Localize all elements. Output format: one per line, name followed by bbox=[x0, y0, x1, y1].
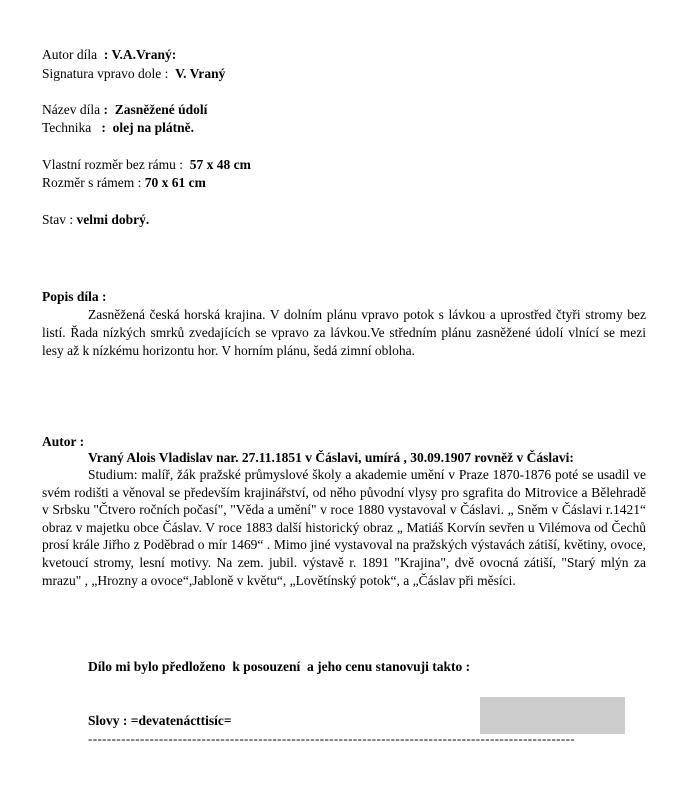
framed-size-label: Rozměr s rámem : bbox=[42, 175, 142, 190]
size-value: 57 x 48 cm bbox=[189, 157, 251, 172]
framed-size-value: 70 x 61 cm bbox=[144, 175, 206, 190]
description-text: Zasněžená česká horská krajina. V dolním plánu vpravo potok s lávkou a uprostřed čtyři stromy bez listí. Řada nízkých smrků zvedajících se vpravo za lávkou.Ve středním plánu zasněžené údolí vlnící se mezi lesy až k nízkému horizontu hor. V horním plánu, šedá zimní obloha. bbox=[42, 307, 646, 358]
valuation-statement: Dílo mi bylo předloženo k posouzení a jeho cenu stanovuji takto : bbox=[88, 659, 471, 674]
technique-value: : olej na plátně. bbox=[101, 120, 195, 135]
technique-label: Technika bbox=[42, 120, 92, 135]
condition-label: Stav : bbox=[42, 212, 74, 227]
description-heading: Popis díla : bbox=[42, 289, 107, 304]
title-row bbox=[42, 101, 207, 119]
author-heading: Autor : bbox=[42, 434, 85, 449]
title-value: : Zasněžené údolí bbox=[103, 102, 208, 117]
framed-size-row bbox=[42, 174, 206, 192]
condition-value: velmi dobrý. bbox=[76, 212, 150, 227]
signature-label: Signatura vpravo dole : bbox=[42, 66, 169, 81]
size-label: Vlastní rozměr bez rámu : bbox=[42, 157, 183, 172]
title-label: Název díla bbox=[42, 102, 101, 117]
dashed-line: ------------------------------------------------------------------------------------------------------- bbox=[88, 731, 576, 746]
price-box bbox=[480, 697, 625, 734]
signature-row bbox=[42, 65, 225, 83]
author-label: Autor díla bbox=[42, 47, 98, 62]
author-row bbox=[42, 46, 176, 64]
author-bio: Studium: malíř, žák pražské průmyslové školy a akademie umění v Praze 1870-1876 poté se usadil ve svém rodišti a věnoval se především krajinářství, od něho původní vlysy pro sgrafita do Mitrovice a Bělehradě v Srbsku "Čtvero ročních počasí", "Věda a umění" v roce 1880 vystavoval v Čáslavi. „ Sněm v Čáslavi r.1421“ obraz v majetku obce Čáslav. V roce 1883 další historický obraz „ Matiáš Korvín sevřen u Vilémova od Čechů prosí krále Jiřho z Poděbrad o mír 1469“ . Mimo jiné vystavoval na pražských výstavách zátiší, květiny, ovoce, kvetoucí stromy, lesní motivy. Na zem. jubil. výstavě r. 1891 "Krajina", dvě ovocná zátiší, "Starý mlýn za mrazu" , „Hrozny a ovoce“,Jabloně v květu“, „Lovětínský potok“, a „Čáslav při měsíci. bbox=[42, 467, 646, 588]
technique-row bbox=[42, 119, 194, 137]
author-value: : V.A.Vraný: bbox=[103, 47, 177, 62]
author-name-line: Vraný Alois Vladislav nar. 27.11.1851 v Čáslavi, umírá , 30.09.1907 rovněž v Čáslavi: bbox=[88, 450, 574, 465]
signature-value: V. Vraný bbox=[175, 66, 226, 81]
condition-row bbox=[42, 211, 149, 229]
size-row bbox=[42, 156, 251, 174]
amount-in-words: Slovy : =devatenácttisíc= bbox=[88, 713, 232, 728]
